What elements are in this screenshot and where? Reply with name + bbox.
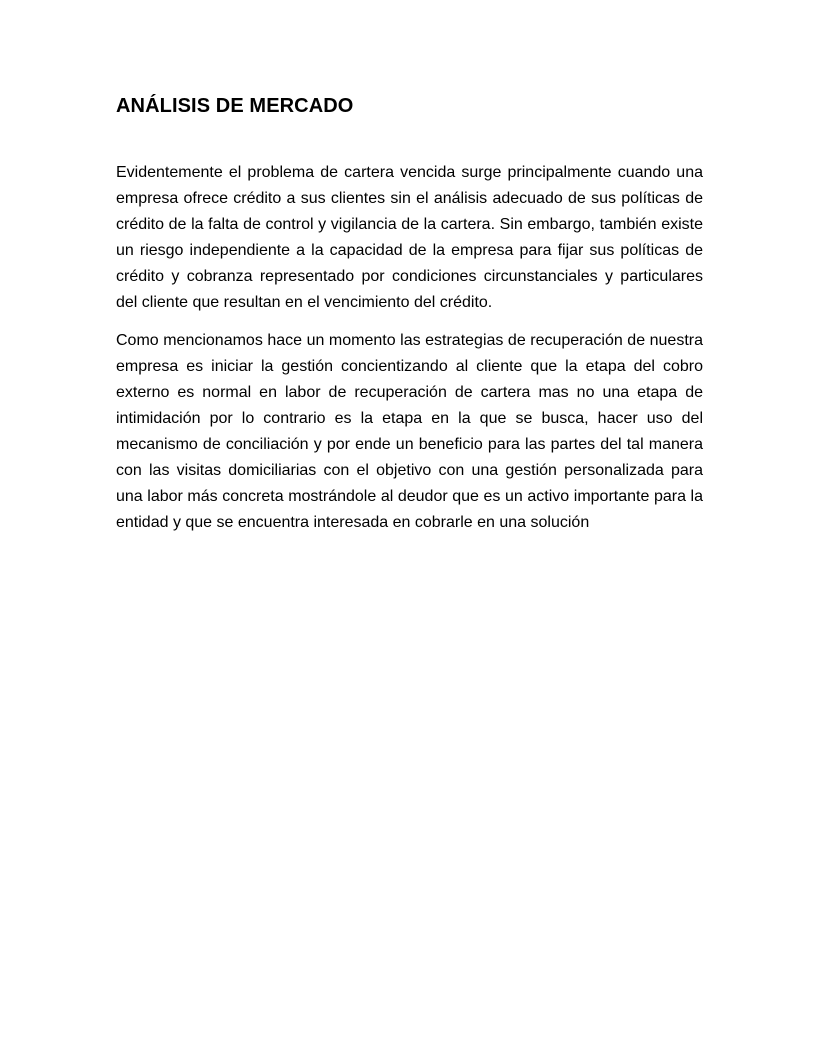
document-title: ANÁLISIS DE MERCADO [116,95,354,117]
document-body [116,92,703,536]
paragraph-estrategias-recuperacion: Como mencionamos hace un momento las estrategias de recuperación de nuestra empresa es iniciar la gestión concientizando al cliente que la etapa del cobro externo es normal en labor de recuperación de cartera mas no una etapa de intimidación por lo contrario es la etapa en la que se busca, hacer uso del mecanismo de conciliación y por ende un beneficio para las partes del tal manera con las visitas domiciliarias con el objetivo con una gestión personalizada para una labor más concreta mostrándole al deudor que es un activo importante para la entidad y que se encuentra interesada en cobrarle en una solución [116,332,703,531]
paragraph-cartera-vencida: Evidentemente el problema de cartera vencida surge principalmente cuando una empresa ofrece crédito a sus clientes sin el análisis adecuado de sus políticas de crédito de la falta de control y vigilancia de la cartera. Sin embargo, también existe un riesgo independiente a la capacidad de la empresa para fijar sus políticas de crédito y cobranza representado por condiciones circunstanciales y particulares del cliente que resultan en el vencimiento del crédito. [116,164,703,311]
